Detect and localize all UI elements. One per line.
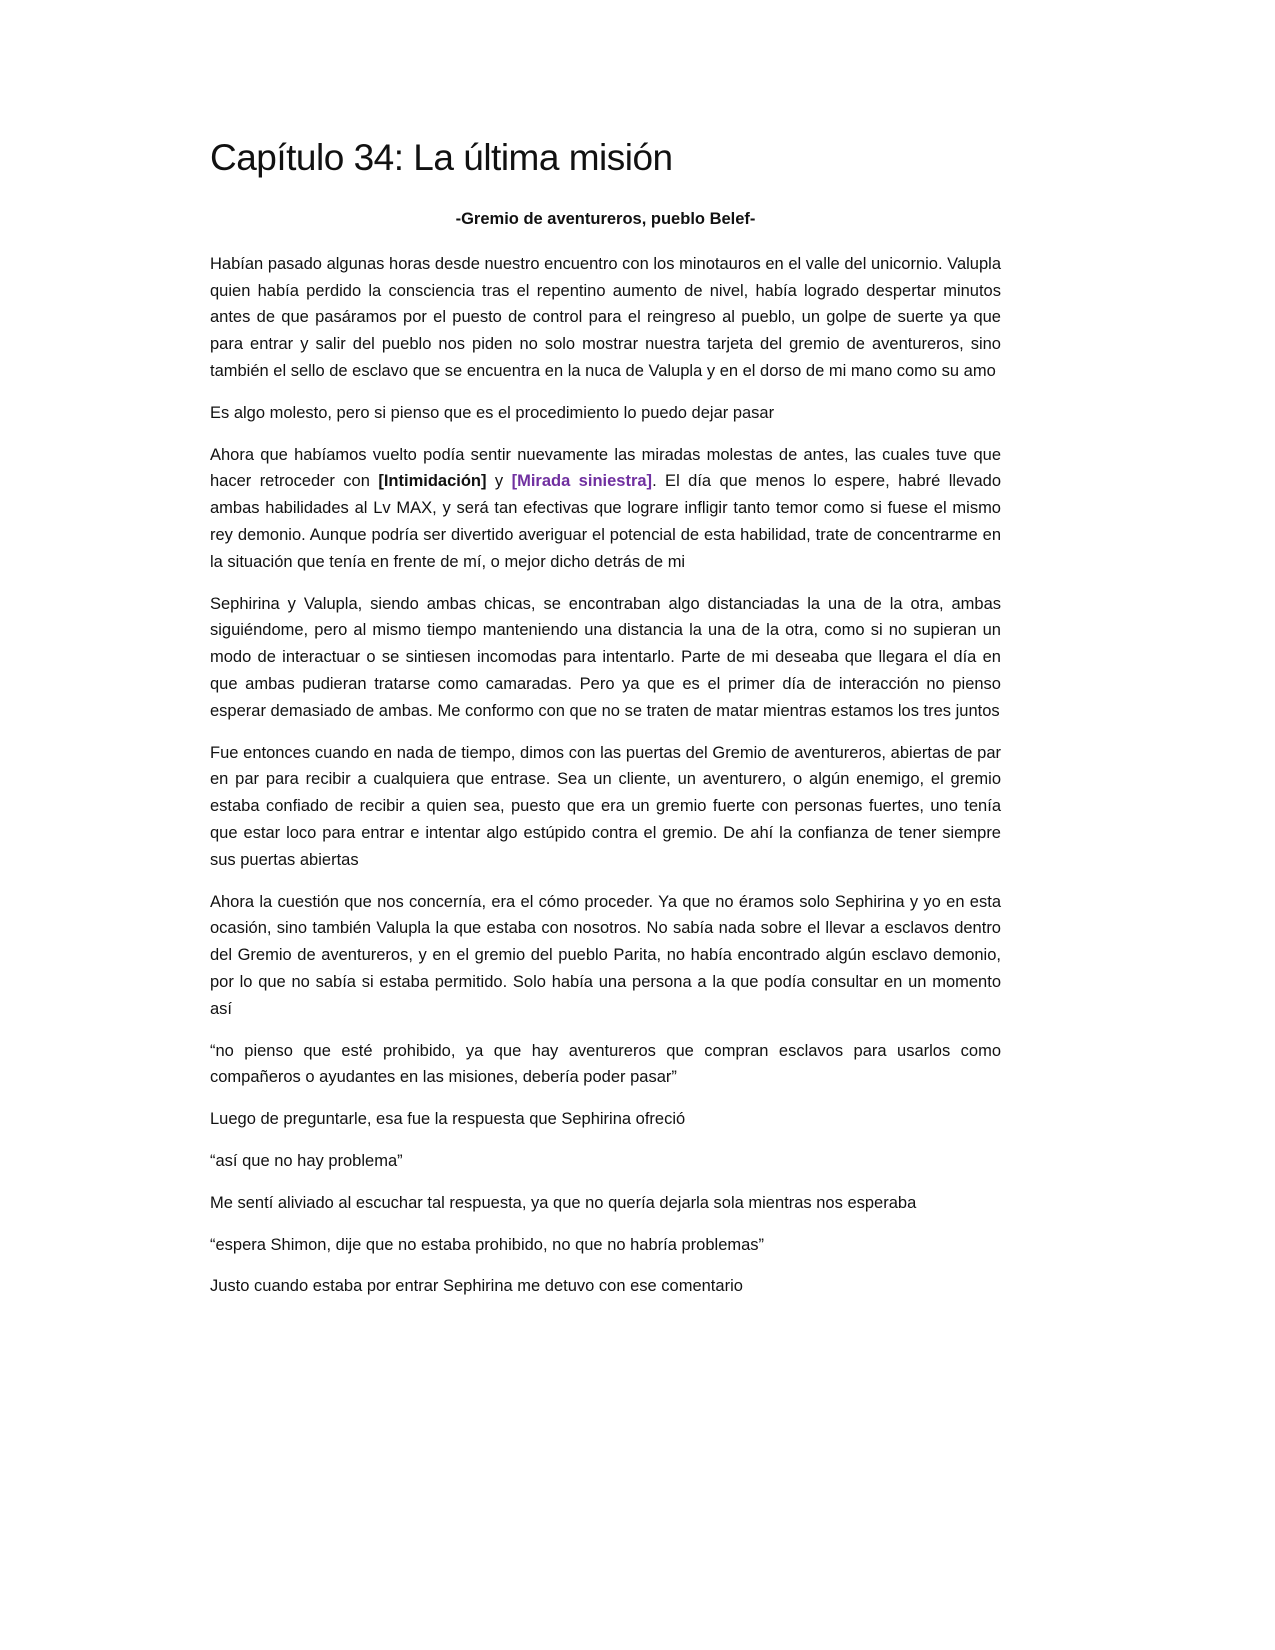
paragraph: Fue entonces cuando en nada de tiempo, dimos con las puertas del Gremio de aventureros, abiertas de par en par para recibir a cualquiera que entrase. Sea un cliente, un aventurero, o algún enemigo, el gremio estaba confiado de recibir a quien sea, puesto que era un gremio fuerte con personas fuertes, uno tenía que estar loco para entrar e intentar algo estúpido contra el gremio. De ahí la confianza de tener siempre sus puertas abiertas: [210, 743, 1001, 869]
document-page: [210, 132, 1001, 1315]
scene-location-heading: -Gremio de aventureros, pueblo Belef-: [455, 210, 756, 228]
paragraph: Justo cuando estaba por entrar Sephirina me detuvo con ese comentario: [210, 1277, 743, 1296]
chapter-title: Capítulo 34: La última misión: [210, 137, 673, 178]
skill-intimidacion: [Intimidación]: [378, 472, 487, 491]
paragraph: Luego de preguntarle, esa fue la respuesta que Sephirina ofreció: [210, 1110, 686, 1129]
paragraph: Me sentí aliviado al escuchar tal respuesta, ya que no quería dejarla sola mientras nos esperaba: [210, 1193, 917, 1212]
paragraph: Sephirina y Valupla, siendo ambas chicas, se encontraban algo distanciadas la una de la otra, ambas siguiéndome, pero al mismo tiempo manteniendo una distancia la una de la otra, como si no supieran un modo de interactuar o se sintiesen incomodas para intentarlo. Parte de mi deseaba que llegara el día en que ambas pudieran tratarse como camaradas. Pero ya que es el primer día de interacción no pienso esperar demasiado de ambas. Me conformo con que no se traten de matar mientras estamos los tres juntos: [210, 594, 1001, 720]
paragraph: Es algo molesto, pero si pienso que es el procedimiento lo puedo dejar pasar: [210, 403, 775, 422]
paragraph: Habían pasado algunas horas desde nuestro encuentro con los minotauros en el valle del unicornio. Valupla quien había perdido la consciencia tras el repentino aumento de nivel, había logrado despertar minutos antes de que pasáramos por el puesto de control para el reingreso al pueblo, un golpe de suerte ya que para entrar y salir del pueblo nos piden no solo mostrar nuestra tarjeta del gremio de aventureros, sino también el sello de esclavo que se encuentra en la nuca de Valupla y en el dorso de mi mano como su amo: [210, 254, 1001, 380]
text-run: Ahora que habíamos vuelto podía sentir nuevamente las miradas molestas de antes, las cuales tuve que hacer retroceder con: [210, 445, 1001, 491]
text-run: y: [486, 472, 512, 491]
text-run: . El día que menos lo espere, habré llevado ambas habilidades al Lv MAX, y será tan efectivas que lograre infligir tanto temor como si fuese el mismo rey demonio. Aunque podría ser divertido averiguar el potencial de esta habilidad, trate de concentrarme en la situación que tenía en frente de mí, o mejor dicho detrás de mi: [210, 472, 1001, 571]
paragraph: [210, 442, 1001, 576]
dialogue-paragraph: “no pienso que esté prohibido, ya que hay aventureros que compran esclavos para usarlos como compañeros o ayudantes en las misiones, debería poder pasar”: [210, 1041, 1001, 1087]
paragraph: Ahora la cuestión que nos concernía, era el cómo proceder. Ya que no éramos solo Sephirina y yo en esta ocasión, sino también Valupla la que estaba con nosotros. No sabía nada sobre el llevar a esclavos dentro del Gremio de aventureros, y en el gremio del pueblo Parita, no había encontrado algún esclavo demonio, por lo que no sabía si estaba permitido. Solo había una persona a la que podía consultar en un momento así: [210, 892, 1001, 1018]
dialogue-paragraph: “así que no hay problema”: [210, 1151, 403, 1170]
skill-mirada-siniestra: [Mirada siniestra]: [511, 472, 653, 491]
dialogue-paragraph: “espera Shimon, dije que no estaba prohibido, no que no habría problemas”: [210, 1235, 765, 1254]
